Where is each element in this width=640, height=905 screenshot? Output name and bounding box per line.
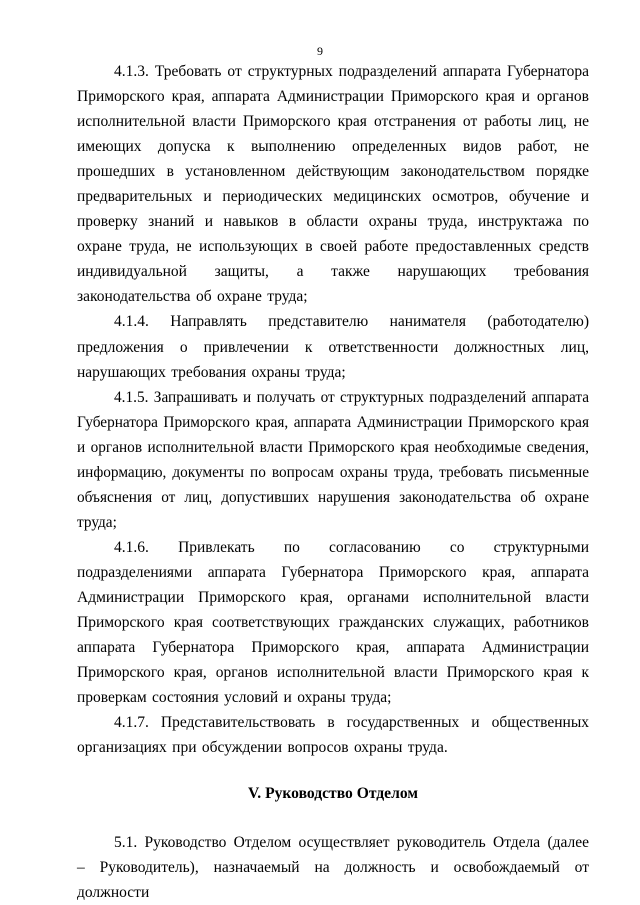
paragraph-number: 4.1.3.	[114, 63, 149, 80]
paragraph-number: 4.1.4.	[114, 313, 149, 331]
paragraph-number: 4.1.5.	[114, 388, 149, 406]
paragraph-number: 4.1.6.	[114, 538, 149, 556]
paragraph-4-1-5	[77, 385, 589, 535]
paragraph-4-1-3	[77, 59, 589, 309]
paragraph-5-1	[77, 830, 589, 905]
paragraph-text: Руководство Отделом осуществляет руководитель Отдела (далее – Руководитель), назначаемый на должность и освобождаемый от должности	[77, 834, 589, 902]
page-number: 9	[317, 44, 323, 58]
document-body	[77, 59, 589, 905]
section-title: V. Руководство Отделом	[248, 785, 418, 803]
paragraph-4-1-6	[77, 535, 589, 710]
paragraph-4-1-7	[77, 710, 589, 760]
paragraph-number: 4.1.7.	[114, 714, 149, 732]
paragraph-text: Привлекать по согласованию со структурными подразделениями аппарата Губернатора Приморского края, аппарата Администрации Приморского края, органами исполнительной власти Приморского края соответствующих гражданских служащих, работников аппарата Губернатора Приморского края, аппарата Администрации Приморского края, органов исполнительной власти Приморского края к проверкам состояния условий и охраны труда;	[77, 538, 589, 707]
paragraph-text: Направлять представителю нанимателя (работодателю) предложения о привлечении к ответственности должностных лиц, нарушающих требования охраны труда;	[77, 313, 590, 381]
paragraph-text: Представительствовать в государственных и общественных организациях при обсуждении вопросов охраны труда.	[77, 714, 589, 757]
paragraph-text: Запрашивать и получать от структурных подразделений аппарата Губернатора Приморского края, аппарата Администрации Приморского края и органов исполнительной власти Приморского края необходимые сведения, информацию, документы по вопросам охраны труда, требовать письменные объяснения от лиц, допустивших нарушения законодательства об охране труда;	[77, 388, 590, 531]
paragraph-4-1-4	[77, 309, 589, 384]
paragraph-number: 5.1.	[114, 834, 138, 852]
paragraph-text: Требовать от структурных подразделений аппарата Губернатора Приморского края, аппарата Администрации Приморского края и органов исполнительной власти Приморского края отстранения от работы лиц, не имеющих допуска к выполнению определенных видов работ, не прошедших в установленном действующим законодательством порядке предварительных и периодических медицинских осмотров, обучение и проверку знаний и навыков в области охраны труда, инструктажа по охране труда, не использующих в своей работе предоставленных средств индивидуальной защиты, а также нарушающих требования законодательства об охране труда;	[77, 63, 590, 306]
